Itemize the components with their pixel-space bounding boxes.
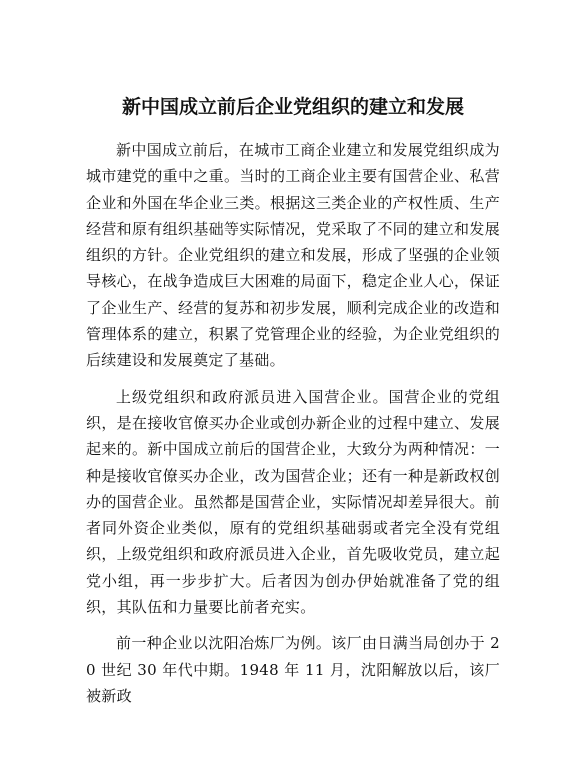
document-title: 新中国成立前后企业党组织的建立和发展 — [121, 96, 464, 118]
paragraph-2: 上级党组织和政府派员进入国营企业。国营企业的党组织，是在接收官僚买办企业或创办新企业的过程中建立、发展起来的。新中国成立前后的国营企业，大致分为两种情况：一种是接收官僚买办企业，改为国营企业；还有一种是新政权创办的国营企业。虽然都是国营企业，实际情况却差异很大。前者同外资企业类似，原有的党组织基础弱或者完全没有党组织，上级党组织和政府派员进入企业，首先吸收党员，建立起党小组，再一步步扩大。后者因为创办伊始就准备了党的组织，其队伍和力量要比前者充实。 — [86, 387, 500, 617]
paragraph-1: 新中国成立前后，在城市工商企业建立和发展党组织成为城市建党的重中之重。当时的工商企业主要有国营企业、私营企业和外国在华企业三类。根据这三类企业的产权性质、生产经营和原有组织基础等实际情况，党采取了不同的建立和发展组织的方针。企业党组织的建立和发展，形成了坚强的企业领导核心，在战争造成巨大困难的局面下，稳定企业人心，保证了企业生产、经营的复苏和初步发展，顺利完成企业的改造和管理体系的建立，积累了党管理企业的经验，为企业党组织的后续建设和发展奠定了基础。 — [86, 141, 500, 370]
document-body — [86, 137, 500, 719]
paragraph-3: 前一种企业以沈阳冶炼厂为例。该厂由日满当局创办于 20 世纪 30 年代中期。1948 年 11 月，沈阳解放以后，该厂被新政 — [86, 634, 500, 705]
